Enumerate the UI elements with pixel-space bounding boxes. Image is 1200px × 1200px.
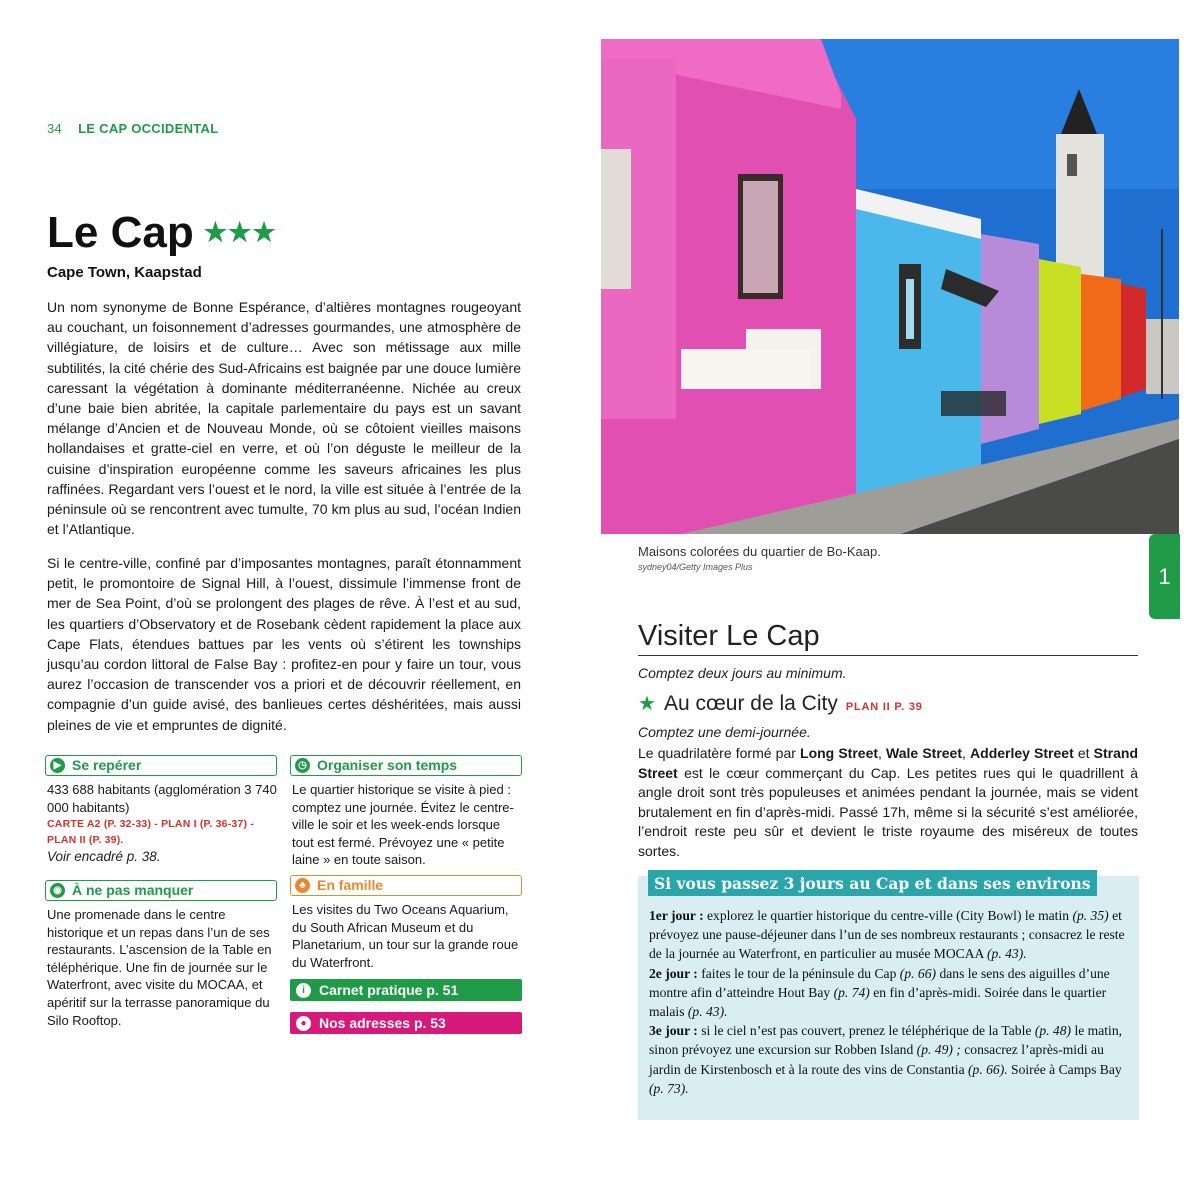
visit-duration: Comptez deux jours au minimum. — [638, 665, 847, 681]
box-organiser-label: Organiser son temps — [317, 756, 458, 773]
page-title — [47, 208, 277, 258]
intro-paragraph-2: Si le centre-ville, confiné par d’imposantes montagnes, paraît étonnamment petit, le promontoire de Signal Hill, à l’ouest, dissimule l’immense front de mer de Sea Point, d’où se prolongent des plages de rêve. À l’est et au sud, les quartiers d’Observatory et de Rosebank cèdent rapidement la place aux Cape Flats, étendues battues par les vents où s’étirent les townships jusqu’au cordon littoral de False Bay : profitez-en pour y faire un tour, vous aurez l’occasion de transcender vos a priori et de découvrir réellement, en compagnie d’un guide avisé, des banlieues certes déshéritées, mais aussi pleines de vie et empruntes de dignité. — [47, 555, 521, 733]
page-subtitle: Cape Town, Kaapstad — [47, 264, 202, 281]
page-number: 34 — [47, 121, 63, 136]
visit-section-title: Visiter Le Cap — [638, 620, 1138, 656]
city-subsection-title — [638, 691, 923, 716]
box-en-famille-text: Les visites du Two Oceans Aquarium, du South African Museum et du Planetarium, un tour sur la grande roue du Waterfront. — [292, 902, 519, 970]
street-wale: Wale Street — [886, 745, 963, 761]
box-ne-pas-manquer-label: À ne pas manquer — [72, 881, 194, 898]
nos-adresses-link[interactable] — [290, 1012, 522, 1034]
day-3-label: 3e jour : — [649, 1023, 698, 1039]
box-en-famille-label: En famille — [317, 876, 384, 893]
carnet-pratique-link[interactable] — [290, 979, 522, 1001]
map-pin-icon: ● — [296, 1016, 311, 1031]
box-organiser-text: Le quartier historique se visite à pied : comptez une journée. Évitez le centre-ville le soir et les week-ends lorsque tout est fermé. Prévoyez une « petite laine » en toute saison. — [292, 782, 514, 868]
family-icon: ♣ — [295, 878, 310, 893]
box-organiser — [290, 755, 522, 869]
see-box-note: Voir encadré p. 38. — [47, 849, 161, 865]
info-icon: i — [296, 983, 311, 998]
box-organiser-header — [290, 755, 522, 776]
photo-credit: sydney04/Getty Images Plus — [638, 562, 753, 572]
carnet-pratique-label: Carnet pratique p. 51 — [319, 982, 459, 998]
box-se-reperer-header — [45, 755, 277, 776]
box-se-reperer-label: Se repérer — [72, 756, 142, 773]
photo-caption: Maisons colorées du quartier de Bo-Kaap. — [638, 544, 881, 559]
box-en-famille — [290, 875, 522, 971]
city-paragraph: Le quadrilatère formé par Long Street, Wale Street, Adderley Street et Strand Street est le cœur commerçant du Cap. Les petites rues qui le quadrillent à angle droit sont très populeuses et animées pendant la journée, mais se vident brutalement en fin d’après-midi. Passé 17h, même si la sécurité s’est améliorée, l’endroit reste peu sûr et devient le triste royaume des miséreux de toutes sortes. — [638, 745, 1139, 859]
day-2-label: 2e jour : — [649, 965, 698, 981]
bo-kaap-houses-illustration — [601, 39, 1179, 534]
box-ne-pas-manquer-text: Une promenade dans le centre historique et un repas dans l’un de ses restaurants. L’ascension de la Table en téléphérique. Une fin de journée sur le Waterfront, avec visite du MOCAA, et apéritif sur la terrasse panoramique du Silo Rooftop. — [47, 907, 272, 1028]
nos-adresses-label: Nos adresses p. 53 — [319, 1015, 446, 1031]
clock-icon: ◷ — [295, 758, 310, 773]
street-adderley: Adderley Street — [970, 745, 1074, 761]
map-references-2[interactable]: PLAN II (P. 39). — [47, 834, 124, 847]
city-title-text: Au cœur de la City — [663, 692, 838, 715]
box-ne-pas-manquer-header — [45, 880, 277, 901]
box-en-famille-header — [290, 875, 522, 896]
street-long: Long Street — [800, 745, 879, 761]
photo-bo-kaap — [601, 39, 1179, 534]
box-ne-pas-manquer — [45, 880, 277, 1029]
box-se-reperer — [45, 755, 277, 866]
day-1-label: 1er jour : — [649, 908, 704, 923]
eye-icon: ◉ — [50, 883, 65, 898]
three-days-box — [638, 873, 1139, 1120]
intro-paragraph-1: Un nom synonyme de Bonne Espérance, d’altières montagnes rougeoyant au couchant, un foisonnement d’adresses gourmandes, une atmosphère de villégiature, de loisirs et de culture… Avec son métissage aux mille subtilités, la cité chérie des Sud-Africains est baignée par une douce lumière caressant la végétation à dominante méditerranéenne. Nichée au creux d’une baie bien abritée, la capitale parlementaire du pays est un savant mélange d’Ancien et de Nouveau Monde, où se côtoient vieilles maisons hollandaises et gratte-ciel en verre, et où l’on déguste le meilleur de la cuisine d’inspiration européenne comme les saveurs africaines les plus raffinées. Regardant vers l’ouest et le nord, la ville est située à l’entrée de la péninsule où se rencontrent avec tumulte, 70 km plus au sud, l’océan Indien et l’Atlantique. — [47, 299, 521, 538]
map-references-1[interactable]: CARTE A2 (P. 32-33) - PLAN I (P. 36-37) - — [47, 818, 254, 831]
population-text: 433 688 habitants (agglomération 3 740 000 habitants) — [47, 782, 277, 815]
street-strand: Strand Street — [638, 745, 1139, 781]
running-head — [47, 121, 218, 136]
chapter-tab[interactable]: 1 — [1149, 534, 1180, 619]
city-plan-reference[interactable]: PLAN II P. 39 — [845, 701, 923, 713]
three-days-text: 1er jour : explorez le quartier historique du centre-ville (City Bowl) le matin (p. 35) et prévoyez une pause-déjeuner dans l’un de ses nombreux restaurants ; consacrez le reste de la journée au Waterfront, en particulier au musée MOCAA (p. 43). 2e jour : faites le tour de la péninsule du Cap (p. 66) dans le sens des aiguilles d’une montre afin d’atteindre Hout Bay (p. 74) en fin d’après-midi. Soirée dans le quartier malais (p. 43). 3e jour : si le ciel n’est pas couvert, prenez le téléphérique de la Table (p. 48) le matin, sinon prévoyez une excursion sur Robben Island (p. 49) ; consacrez l’après-midi au jardin de Kirstenbosch et à la route des vins de Constantia (p. 66). Soirée à Camps Bay (p. 73). — [649, 908, 1125, 1096]
rating-stars: ★★★ — [203, 217, 277, 247]
city-duration: Comptez une demi-journée. — [638, 724, 811, 740]
section-title: LE CAP OCCIDENTAL — [78, 121, 219, 136]
page-title-text: Le Cap — [47, 208, 194, 257]
three-days-title: Si vous passez 3 jours au Cap et dans ses environs — [648, 870, 1097, 896]
star-icon: ★ — [638, 693, 656, 715]
play-icon: ▶ — [50, 758, 65, 773]
